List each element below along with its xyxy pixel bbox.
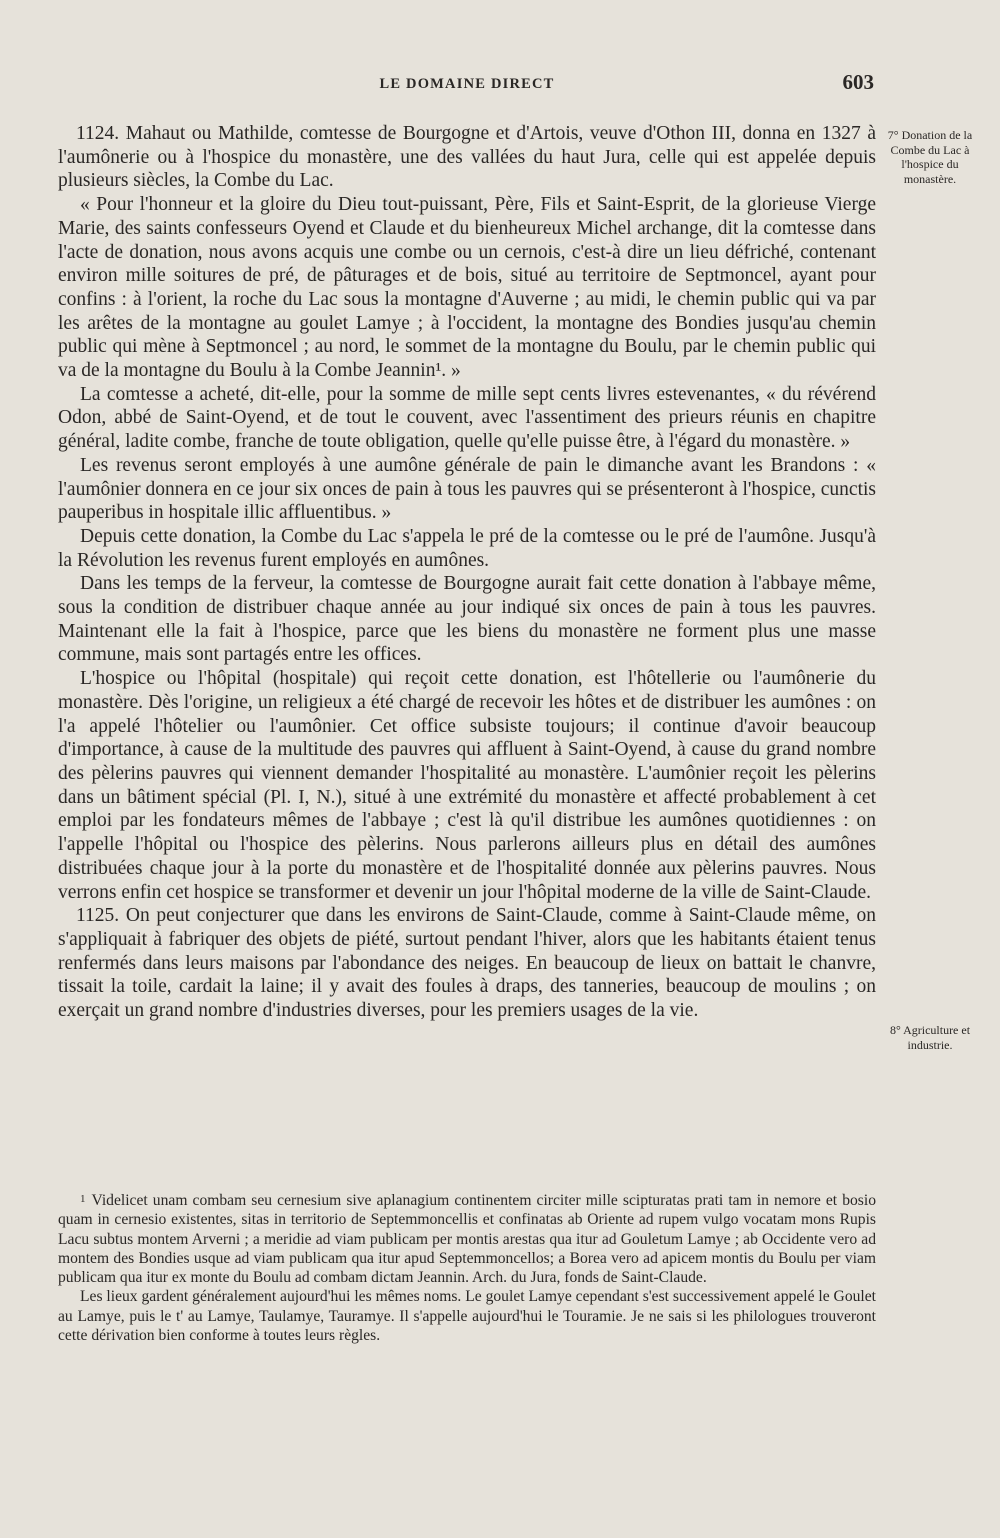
main-text (58, 122, 876, 1023)
paragraph-purchase: La comtesse a acheté, dit-elle, pour la somme de mille sept cents livres estevenantes, « du révérend Odon, abbé de Saint-Oyend, et de tout le couvent, avec l'assentiment des prieurs réunis en chapitre général, ladite combe, franche de toute obligation, quelle qu'elle puisse être, à l'égard du monastère. » (58, 383, 876, 453)
margin-note-donation: 7° Donation de la Combe du Lac à l'hospice du monastère. (887, 128, 973, 186)
footnote-mark: 1 (80, 1193, 86, 1205)
paragraph-pre-comtesse: Depuis cette donation, la Combe du Lac s'appela le pré de la comtesse ou le pré de l'aumône. Jusqu'à la Révolution les revenus furent employés en aumônes. (58, 525, 876, 571)
margin-note-agriculture: 8° Agriculture et industrie. (889, 1023, 971, 1052)
paragraph-1124: 1124. Mahaut ou Mathilde, comtesse de Bourgogne et d'Artois, veuve d'Othon III, donna en 1327 à l'aumônerie ou à l'hospice du monastère, une des vallées du haut Jura, celle qui est appelée depuis plusieurs siècles, la Combe du Lac. (58, 123, 876, 192)
footnote-continuation (58, 1287, 876, 1345)
running-title: LE DOMAINE DIRECT (379, 76, 555, 92)
page-number: 603 (842, 70, 874, 94)
footnotes (58, 1190, 876, 1345)
footnote-text: Les lieux gardent généralement aujourd'hui les mêmes noms. Le goulet Lamye cependant s'est successivement appelé le Goulet au Lamye, puis le t' au Lamye, Taulamye, Tauramye. Il s'appelle aujourd'hui le Touramie. Je ne sais si les philologues trouveront cette dérivation bien conforme à toutes leurs règles. (58, 1288, 876, 1345)
paragraph-hospice: L'hospice ou l'hôpital (hospitale) qui reçoit cette donation, est l'hôtellerie ou l'aumônerie du monastère. Dès l'origine, un religieux a été chargé de recevoir les hôtes et de distribuer les aumônes : on l'a appelé l'hôtelier ou l'aumônier. Cet office subsiste toujours; il continue d'avoir beaucoup d'importance, à cause de la multitude des pauvres qui affluent à Saint-Oyend, à cause du grand nombre des pèlerins pauvres qui viennent demander l'hospitalité au monastère. L'aumônier reçoit les pèlerins dans un bâtiment spécial (Pl. I, N.), situé à une extrémité du monastère et affecté probablement à cet emploi par les fondateurs mêmes de l'abbaye ; c'est là qu'il distribue les aumônes quotidiennes : on l'appelle l'hôpital ou l'hospice des pèlerins. Nous parlerons ailleurs plus en détail des aumônes distribuées chaque jour à la porte du monastère et de l'hospitalité donnée aux pèlerins pauvres. Nous verrons enfin cet hospice se transformer et devenir un jour l'hôpital moderne de la ville de Saint-Claude. (58, 668, 876, 903)
running-header (58, 70, 876, 100)
paragraph-revenues: Les revenus seront employés à une aumône générale de pain le dimanche avant les Brandons : « l'aumônier donnera en ce jour six onces de pain à tous les pauvres qui se présenteront à l'hospice, cunctis pauperibus in hospitale illic affluentibus. » (58, 454, 876, 524)
paragraph-quote-donation: « Pour l'honneur et la gloire du Dieu tout-puissant, Père, Fils et Saint-Esprit, de la glorieuse Vierge Marie, des saints confesseurs Oyend et Claude et du bienheureux Michel archange, dit la comtesse dans l'acte de donation, nous avons acquis une combe ou un cernois, c'est-à dire un lieu défriché, contenant environ mille soitures de pré, de pâturages et de bois, situé au territoire de Septmoncel, ayant pour confins : à l'orient, la roche du Lac sous la montagne d'Auverne ; au midi, le chemin public qui va par les arêtes de la montagne au goulet Lamye ; à l'occident, la montagne des Bondies jusqu'au chemin public qui mène à Septmoncel ; au nord, le sommet de la montagne du Boulu, par le chemin public qui va de la montagne du Boulu à la Combe Jeannin¹. » (58, 194, 876, 382)
paragraph-1125: 1125. On peut conjecturer que dans les environs de Saint-Claude, comme à Saint-Claude même, on s'appliquait à fabriquer des objets de piété, surtout pendant l'hiver, alors que les habitants étaient tenus renfermés dans leurs maisons par l'abondance des neiges. En beaucoup de lieux on battait le chanvre, tissait la toile, cardait la laine; il y avait des foules à draps, des tanneries, beaucoup de moulins ; on exerçait un grand nombre d'industries diverses, pour les premiers usages de la vie. (58, 905, 876, 1022)
footnote-text: Videlicet unam combam seu cernesium sive aplanagium continentem circiter mille scipturatas prati tam in nemore et bosio quam in cernesio existentes, sitas in territorio de Septemmoncellis et confinatas ab Oriente ad rupem vulgo vocatam mons Rupis Lacu subtus montem Arverni ; a meridie ad viam publicam per montis arestas qua itur ad Gouletum Lamye ; ab Occidente vero ad montem des Bondies usque ad viam publicam qua itur apud Septemmoncellos; a Borea vero ad apicem montis du Boulu per viam publicam qua itur ex monte du Boulu ad combam dictam Jeannin. Arch. du Jura, fonds de Saint-Claude. (58, 1192, 876, 1287)
paragraph-ferveur: Dans les temps de la ferveur, la comtesse de Bourgogne aurait fait cette donation à l'abbaye même, sous la condition de distribuer chaque année au jour indiqué six onces de pain à tous les pauvres. Maintenant elle la fait à l'hospice, parce que les biens du monastère ne forment plus une masse commune, mais sont partagés entre les offices. (58, 573, 876, 666)
footnote-1 (58, 1190, 876, 1287)
